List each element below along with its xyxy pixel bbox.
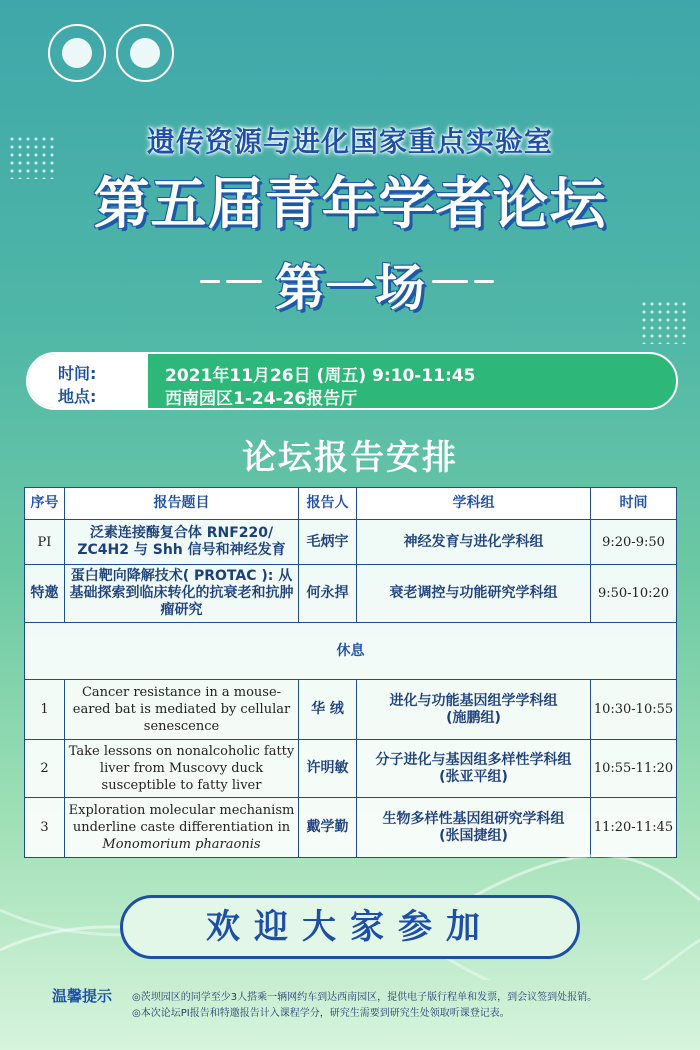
schedule-table xyxy=(24,487,677,858)
forum-title: 第五届青年学者论坛 xyxy=(93,172,607,237)
header-topic: 报告题目 xyxy=(65,488,299,520)
header-no: 序号 xyxy=(25,488,65,520)
row-topic: Exploration molecular mechanism underline caste differentiation in xyxy=(68,803,295,835)
row-time: 9:50-10:20 xyxy=(591,565,677,623)
row-topic: 泛素连接酶复合体 RNF220/ ZC4H2 与 Shh 信号和神经发育 xyxy=(65,520,299,565)
break-label: 休息 xyxy=(25,623,677,680)
row-subgroup: (施鹏组) xyxy=(446,709,501,726)
row-group: 衰老调控与功能研究学科组 xyxy=(357,565,591,623)
time-label: 时间: xyxy=(58,364,97,383)
table-row xyxy=(25,520,677,565)
row-group-cell xyxy=(357,740,591,798)
row-subgroup: (张国捷组) xyxy=(439,827,508,844)
row-speaker: 许明敏 xyxy=(299,740,357,798)
row-group: 进化与功能基因组学学科组 xyxy=(389,692,558,709)
header-time: 时间 xyxy=(591,488,677,520)
break-row xyxy=(25,623,677,680)
header-speaker: 报告人 xyxy=(299,488,357,520)
tips-title: 温馨提示 xyxy=(52,987,113,1005)
row-group: 生物多样性基因组研究学科组 xyxy=(382,810,565,827)
session-title: 第一场 xyxy=(275,259,425,317)
lab-logo xyxy=(116,24,174,82)
place-value: 西南园区1-24-26报告厅 xyxy=(165,389,358,409)
row-time: 11:20-11:45 xyxy=(591,798,677,858)
table-row xyxy=(25,740,677,798)
row-time: 10:30-10:55 xyxy=(591,680,677,740)
row-no: 3 xyxy=(25,798,65,858)
lab-name: 遗传资源与进化国家重点实验室 xyxy=(146,125,553,158)
row-group-cell xyxy=(357,680,591,740)
header-group: 学科组 xyxy=(357,488,591,520)
institute-logo xyxy=(48,24,106,82)
schedule-title: 论坛报告安排 xyxy=(242,438,458,478)
row-topic-species: Monomorium pharaonis xyxy=(102,837,261,852)
row-group: 神经发育与进化学科组 xyxy=(357,520,591,565)
row-speaker: 华 绒 xyxy=(299,680,357,740)
row-topic: Take lessons on nonalcoholic fatty liver from Muscovy duck susceptible to fatty liver xyxy=(65,740,299,798)
row-speaker: 何永捍 xyxy=(299,565,357,623)
row-time: 10:55-11:20 xyxy=(591,740,677,798)
row-topic: Cancer resistance in a mouse-eared bat is mediated by cellular senescence xyxy=(65,680,299,740)
table-row xyxy=(25,680,677,740)
row-group: 分子进化与基因组多样性学科组 xyxy=(375,751,572,768)
tip-item: ◎本次论坛PI报告和特邀报告计入课程学分，研究生需要到研究生处领取听课登记表。 xyxy=(132,1008,510,1019)
place-label: 地点: xyxy=(58,387,97,406)
row-speaker: 戴学勤 xyxy=(299,798,357,858)
row-topic: 蛋白靶向降解技术( PROTAC ): 从基础探索到临床转化的抗衰老和抗肿瘤研究 xyxy=(65,565,299,623)
row-no: 1 xyxy=(25,680,65,740)
row-subgroup: (张亚平组) xyxy=(439,768,508,785)
right-decoration xyxy=(432,280,502,294)
row-no: 特邀 xyxy=(25,565,65,623)
row-time: 9:20-9:50 xyxy=(591,520,677,565)
welcome-banner: 欢迎大家参加 xyxy=(120,895,580,959)
row-no: PI xyxy=(25,520,65,565)
table-row xyxy=(25,565,677,623)
row-no: 2 xyxy=(25,740,65,798)
time-value: 2021年11月26日 (周五) 9:10-11:45 xyxy=(165,366,476,386)
table-header-row xyxy=(25,488,677,520)
tip-item: ◎茨坝园区的同学至少3人搭乘一辆网约车到达西南园区，提供电子版行程单和发票，到会议签到处报销。 xyxy=(132,992,598,1003)
row-speaker: 毛炳宇 xyxy=(299,520,357,565)
